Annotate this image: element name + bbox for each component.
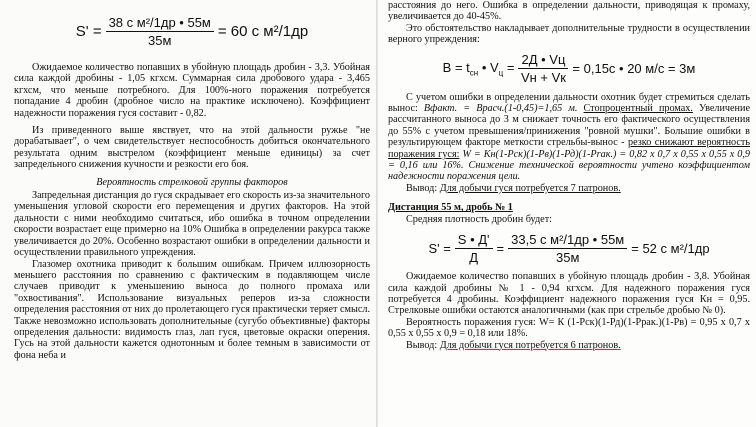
subheading: Средняя плотность дробин будет: bbox=[406, 213, 552, 225]
formula-lhs: S' = bbox=[428, 240, 451, 256]
paragraph: Ожидаемое количество попавших в убойную площадь дробин - 3,3. Убойная сила каждой дробины - 1,05 кгхсм. Суммарная сила дробового удара - 3,465 кгхсм, что меньше потребного. Для 100%-ного поражения потребуется попадание 4 дробин (дробное число на практике исключено). Коэффициент надежности поражения гуся составит - 0,82. bbox=[14, 62, 370, 119]
paragraph-lead-error: С учетом ошибки в определении дальности охотник будет стремиться сделать вынос: Вфакт. = Врасч.(1-0,45)=1,65 м. Стопроцентный промах. Увеличение рассчитанного выноса до 3 м снижает точность его фактического осуществления до 55% с учетом превышения/принижения "ровной мушки". Большие ошибки в результирующем факторе меткости стрельбы-вынос - резко снижают вероятность поражения гуся: W = Кн(1-Рск)(1-Рв)(1-Рд)(1-Рrак.) = 0,82 х 0,7 х 0,55 х 0,55 х 0,9 = 0,16 или 16%. Снижение технической вероятности учтено коэффициентом надежности поражения цели. bbox=[388, 91, 750, 183]
formula-lhs: S' = bbox=[75, 22, 102, 40]
paragraph: Вероятность поражения гуся: W= К (1-Рск)(1-Рд)(1-Ррак.)(1-Рв) = 0,95 х 0,7 х 0,55 х 0,55 х 0,9 = 0,18 или 18%. bbox=[388, 316, 750, 340]
formula-denominator: 35м bbox=[148, 32, 172, 48]
paragraph: Ожидаемое количество попавших в убойную площадь дробин - 3,8. Убойная сила каждой дробины № 1 - 0,94 кгхсм. Для надежного поражения гуся потребуется 4 дробины. Коэффициент надежного поражения гуся Кн = 0,95. Стрелковые ошибки остаются аналогичными (как при стрельбе дробью № 0). bbox=[388, 271, 750, 317]
formula-fraction bbox=[518, 52, 568, 85]
formula-rhs: = 60 с м²/1др bbox=[217, 22, 309, 40]
density-formula-right: S' = $\frac{S • Д'}{Д}$ = $\frac{\text{33,5 с м²/1др • 55м}}{35м}$ = 52 с м²/1др bbox=[428, 231, 710, 265]
formula-numerator: 2Д • Vц bbox=[518, 52, 568, 69]
paragraph: расстояния до него. Ошибка в определении дальности, приводящая к промаху, увеличивается до 40-45%. bbox=[388, 0, 750, 23]
right-page bbox=[378, 0, 756, 427]
formula-fraction: $\frac{S • Д'}{Д}$ bbox=[455, 232, 493, 265]
underlined-text: Стопроцентный промах. bbox=[583, 103, 693, 115]
formula-lhs: $В = t_{сн}$ • $V_ц$ = bbox=[442, 59, 515, 78]
formula-rhs: = 0,15с • 20 м/с = 3м bbox=[572, 61, 696, 77]
conclusion-text: Для добычи гуся потребуется 6 патронов. bbox=[439, 339, 621, 351]
formula-numerator: 38 с м²/1др • 55м bbox=[106, 15, 214, 32]
conclusion-text: Для добычи гуся потребуется 7 патронов. bbox=[439, 182, 621, 194]
formula-fraction bbox=[106, 15, 214, 48]
paragraph: Из приведенного выше явствует, что на этой дальности ружье "не дорабатывает", о чем свидетельствует неспособность добиться окончательного результата одним выстрелом (коэффициент меньше единицы) за счет запредельного снижения кучности и резкости его боя. bbox=[14, 125, 370, 171]
section-heading: Вероятность стрелковой группы факторов bbox=[96, 176, 288, 188]
conclusion: Вывод: Для добычи гуся потребуется 6 патронов. bbox=[406, 339, 621, 351]
conclusion: Вывод: Для добычи гуся потребуется 7 патронов. bbox=[406, 182, 621, 194]
lead-formula bbox=[388, 46, 750, 92]
underlined-text: резко снижают вероятность поражения гуся: bbox=[388, 137, 750, 160]
formula-denominator: Vн + Vк bbox=[520, 70, 566, 86]
section-heading: Дистанция 55 м, дробь № 1 bbox=[388, 202, 513, 214]
paragraph: Запредельная дистанция до гуся скрадывает его скорость из-за значительного уменьшения угловой скорости его перемещения и других факторов. На этой дальности с ними необходимо считаться, ибо ошибка в точном определении скорости возрастает еще примерно на 10% Ошибка в определении ракурса также увеличивается до 20%. Особенно возрастают ошибки в определении дальности и осуществлении правильного упреждения. bbox=[14, 190, 370, 259]
formula-rhs: = 52 с м²/1др bbox=[631, 240, 710, 256]
density-formula-left bbox=[14, 0, 370, 62]
paragraph: Глазомер охотника приводит к большим ошибкам. Причем иллюзорность меньшего расстояния по сравнению с фактическим в подавляющем числе случаев приводит к уменьшению выноса до полного промаха или "охвостивания". Использование визуальных реперов из-за сложности определения расстояния от них до пролетающего гуся практически теряет смысл. Также невозможно использовать дополнительные (сугубо объективные) факторы определения дальности: видимость глаз, лап гуся, цветовые окраски оперения. Гусь на этой дальности кажется однотонным и более темным в зависимости от фона неба и bbox=[14, 258, 370, 361]
paragraph: Это обстоятельство накладывает дополнительные трудности в осуществлении верного упреждения: bbox=[388, 22, 750, 46]
formula-fraction: $\frac{\text{33,5 с м²/1др • 55м}}{35м}$ bbox=[508, 232, 627, 265]
